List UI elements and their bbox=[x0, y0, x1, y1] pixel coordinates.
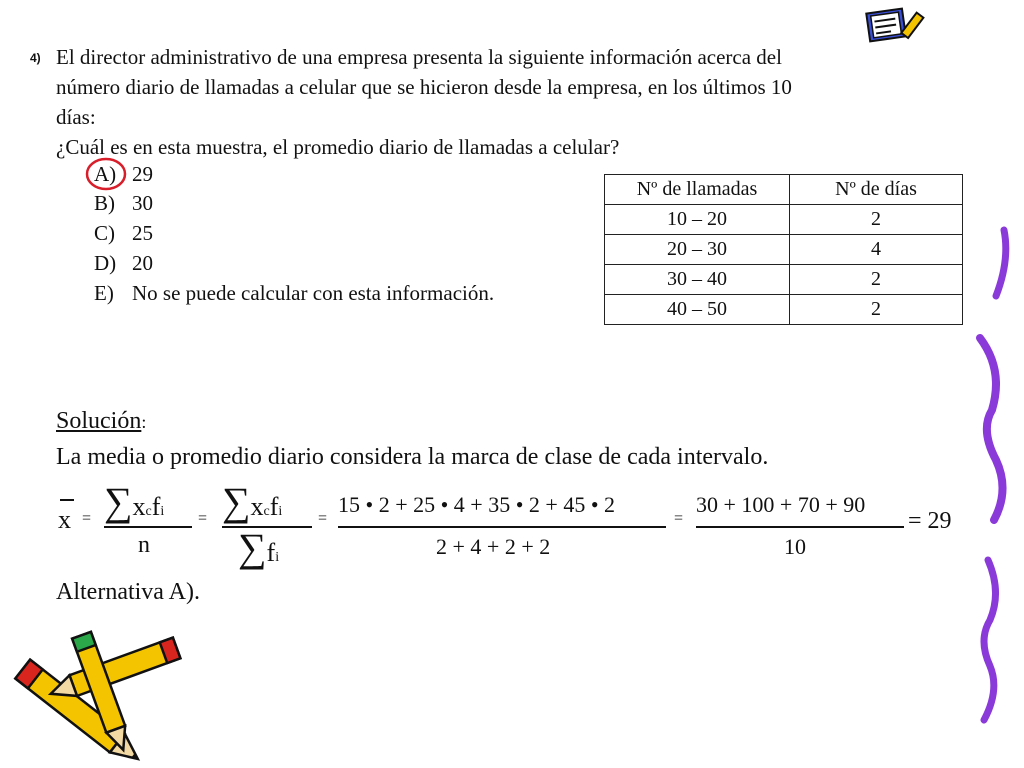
option-c[interactable] bbox=[94, 221, 153, 246]
option-text: 25 bbox=[132, 221, 153, 245]
table-cell: 40 – 50 bbox=[605, 295, 790, 325]
table-cell: 10 – 20 bbox=[605, 205, 790, 235]
option-letter: B) bbox=[94, 191, 115, 215]
fraction-1-denominator: n bbox=[138, 532, 150, 558]
table-cell: 2 bbox=[790, 295, 963, 325]
option-e[interactable] bbox=[94, 281, 494, 306]
option-b[interactable] bbox=[94, 191, 153, 216]
formula-f: f bbox=[266, 538, 276, 567]
formula-sub-i: i bbox=[278, 504, 283, 519]
table-cell: 4 bbox=[790, 235, 963, 265]
table-cell: 2 bbox=[790, 205, 963, 235]
solution-explanation: La media o promedio diario considera la marca de clase de cada intervalo. bbox=[56, 444, 769, 470]
formula-sub-c: c bbox=[145, 504, 152, 519]
fraction-2-denominator bbox=[238, 524, 279, 571]
question-line-1: El director administrativo de una empresa presenta la siguiente información acerca del bbox=[56, 45, 782, 69]
formula-result: = 29 bbox=[908, 508, 952, 534]
table-header-row bbox=[605, 175, 963, 205]
formula-x: x bbox=[250, 492, 264, 521]
frequency-table bbox=[604, 174, 963, 325]
table-row bbox=[605, 295, 963, 325]
question-line-2: número diario de llamadas a celular que se hicieron desde la empresa, en los últimos 10 bbox=[56, 75, 792, 99]
option-letter: C) bbox=[94, 221, 115, 245]
table-cell: 20 – 30 bbox=[605, 235, 790, 265]
notepad-pencil-icon bbox=[860, 4, 926, 44]
option-letter: E) bbox=[94, 281, 114, 305]
formula-equals: = bbox=[82, 510, 92, 527]
table-row bbox=[605, 205, 963, 235]
formula-equals: = bbox=[674, 510, 684, 527]
formula-sub-i: i bbox=[275, 550, 280, 565]
fraction-1-line bbox=[104, 526, 192, 528]
table-row bbox=[605, 235, 963, 265]
question-line-3: días: bbox=[56, 105, 96, 129]
table-cell: 2 bbox=[790, 265, 963, 295]
formula-equals: = bbox=[198, 510, 208, 527]
fraction-3-denominator: 2 + 4 + 2 + 2 bbox=[436, 534, 551, 559]
option-d[interactable] bbox=[94, 251, 153, 276]
sigma-symbol: ∑ bbox=[222, 479, 251, 524]
selected-answer-circle-icon bbox=[84, 156, 128, 192]
fraction-4-denominator: 10 bbox=[784, 534, 806, 559]
formula-x: x bbox=[132, 492, 146, 521]
fraction-1-numerator bbox=[104, 478, 164, 525]
formula-equals: = bbox=[318, 510, 328, 527]
solution-heading bbox=[56, 408, 146, 435]
table-header-days: Nº de días bbox=[790, 175, 963, 205]
fraction-2-numerator bbox=[222, 478, 282, 525]
fraction-3-line bbox=[338, 526, 666, 528]
formula-sub-c: c bbox=[263, 504, 270, 519]
option-text: 20 bbox=[132, 251, 153, 275]
option-letter: D) bbox=[94, 251, 117, 275]
solution-colon: : bbox=[141, 412, 147, 432]
question-line-4: ¿Cuál es en esta muestra, el promedio diario de llamadas a celular? bbox=[56, 135, 620, 159]
table-cell: 30 – 40 bbox=[605, 265, 790, 295]
option-text: 29 bbox=[132, 162, 153, 186]
option-text: No se puede calcular con esta información. bbox=[132, 281, 495, 305]
option-text: 30 bbox=[132, 191, 153, 215]
fraction-4-numerator: 30 + 100 + 70 + 90 bbox=[696, 492, 866, 517]
formula-xbar: x bbox=[58, 505, 71, 534]
question-number: 4) bbox=[30, 51, 41, 65]
solution-title: Solución bbox=[56, 408, 142, 434]
formula-f: f bbox=[269, 492, 279, 521]
table-header-calls: Nº de llamadas bbox=[605, 175, 790, 205]
sigma-symbol: ∑ bbox=[238, 525, 267, 570]
formula-f: f bbox=[151, 492, 161, 521]
scroll-decoration-icon bbox=[970, 220, 1024, 730]
fraction-3-numerator: 15 • 2 + 25 • 4 + 35 • 2 + 45 • 2 bbox=[338, 492, 616, 517]
sigma-symbol: ∑ bbox=[104, 479, 133, 524]
formula-sub-i: i bbox=[160, 504, 165, 519]
crossed-pencils-icon bbox=[0, 616, 210, 762]
option-letter: A) bbox=[94, 162, 117, 186]
table-row bbox=[605, 265, 963, 295]
formula-xbar-bar bbox=[60, 499, 74, 501]
fraction-4-line bbox=[696, 526, 904, 528]
answer-text: Alternativa A). bbox=[56, 579, 200, 605]
